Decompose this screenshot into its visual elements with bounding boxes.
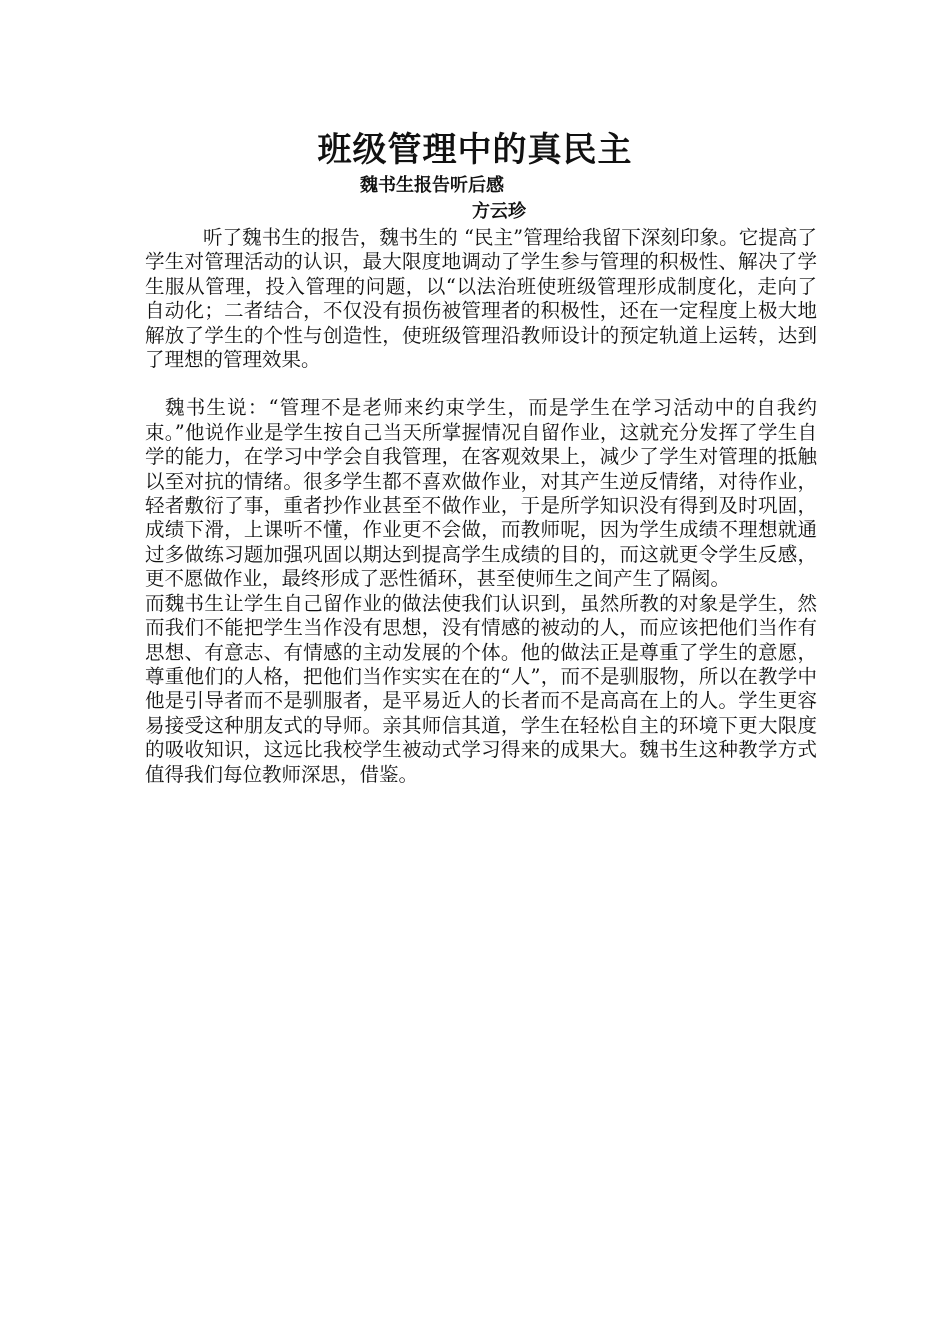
document-title: 班级管理中的真民主 — [317, 130, 633, 170]
paragraph-1: 听了魏书生的报告，魏书生的 “民主”管理给我留下深刻印象。它提高了学生对管理活动的认识，最大限度地调动了学生参与管理的积极性、解决了学生服从管理，投入管理的问题，以“以法治班使班级管理形成制度化，走向了自动化；二者结合，不仅没有损伤被管理者的积极性，还在一定程度上极大地解放了学生的个性与创造性，使班级管理沿教师设计的预定轨道上运转，达到了理想的管理效果。 — [145, 226, 817, 372]
paragraph-3: 而魏书生让学生自己留作业的做法使我们认识到，虽然所教的对象是学生，然而我们不能把学生当作没有思想，没有情感的被动的人，而应该把他们当作有思想、有意志、有情感的主动发展的个体。他的做法正是尊重了学生的意愿，尊重他们的人格，把他们当作实实在在的“人”，而不是驯服物，所以在教学中他是引导者而不是驯服者，是平易近人的长者而不是高高在上的人。学生更容易接受这种朋友式的导师。亲其师信其道，学生在轻松自主的环境下更大限度的吸收知识，这远比我校学生被动式学习得来的成果大。魏书生这种教学方式值得我们每位教师深思，借鉴。 — [145, 591, 817, 786]
document-subtitle: 魏书生报告听后感 — [360, 175, 504, 196]
paragraph-2: 魏书生说：“管理不是老师来约束学生，而是学生在学习活动中的自我约束。”他说作业是学生按自己当天所掌握情况自留作业，这就充分发挥了学生自学的能力，在学习中学会自我管理，在客观效果上，减少了学生对管理的抵触以至对抗的情绪。很多学生都不喜欢做作业，对其产生逆反情绪，对待作业，轻者敷衍了事，重者抄作业甚至不做作业，于是所学知识没有得到及时巩固，成绩下滑，上课听不懂，作业更不会做，而教师呢，因为学生成绩不理想就通过多做练习题加强巩固以期达到提高学生成绩的目的，而这就更令学生反感，更不愿做作业，最终形成了恶性循环，甚至使师生之间产生了隔阂。 — [145, 396, 817, 591]
author-name: 方云珍 — [472, 201, 526, 222]
document-body — [145, 226, 817, 787]
